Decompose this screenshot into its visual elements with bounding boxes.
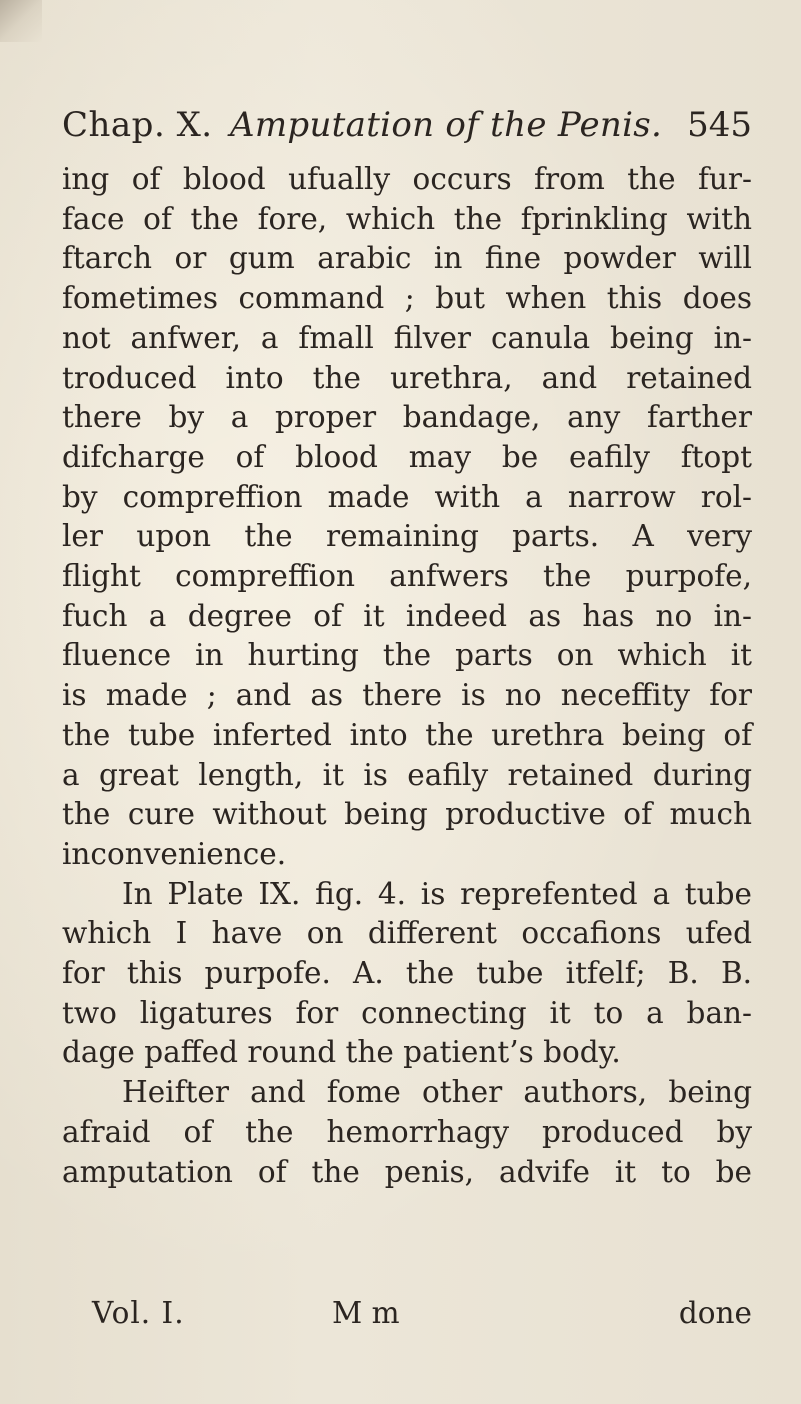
text-line: a great length, it is eafily retained during xyxy=(62,757,752,792)
page-corner-shadow xyxy=(0,0,42,42)
text-line: troduced into the urethra, and retained xyxy=(62,360,752,395)
text-line: Heifter and fome other authors, being xyxy=(122,1075,752,1110)
text-line: ing of blood ufually occurs from the fur- xyxy=(62,162,752,196)
text-line: the cure without being productive of much xyxy=(62,797,752,832)
chapter-label: Chap. X. xyxy=(62,105,213,145)
text-line: for this purpofe. A. the tube itfelf; B. B. xyxy=(62,956,752,991)
text-line: ftarch or gum arabic in fine powder will xyxy=(62,241,752,276)
text-line: fluence in hurting the parts on which it xyxy=(62,638,752,673)
text-line: face of the fore, which the fprinkling with xyxy=(62,201,752,236)
page-number: 545 xyxy=(687,105,752,145)
signature-mark: M m xyxy=(332,1296,400,1330)
text-line: amputation of the penis, advife it to be xyxy=(62,1154,752,1189)
volume-label: Vol. I. xyxy=(92,1296,185,1330)
text-line: dage paffed round the patient’s body. xyxy=(62,1035,621,1070)
text-line: two ligatures for connecting it to a ban- xyxy=(62,995,752,1030)
text-line: flight compreffion anfwers the purpofe, xyxy=(62,559,752,594)
text-line: which I have on different occafions ufed xyxy=(62,916,752,951)
text-line: difcharge of blood may be eafily ftopt xyxy=(62,439,752,474)
text-line: by compreffion made with a narrow rol- xyxy=(62,479,752,514)
running-title: Amputation of the Penis. xyxy=(230,105,663,145)
text-line: inconvenience. xyxy=(62,836,287,871)
catchword: done xyxy=(678,1296,752,1330)
text-line: the tube inferted into the urethra being of xyxy=(62,717,752,752)
running-header xyxy=(62,98,752,152)
text-line: fometimes command ; but when this does xyxy=(62,281,752,316)
text-line: there by a proper bandage, any farther xyxy=(62,400,752,435)
text-line: fuch a degree of it indeed as has no in- xyxy=(62,598,752,633)
text-line: ler upon the remaining parts. A very xyxy=(62,519,752,554)
text-line: is made ; and as there is no neceffity for xyxy=(62,678,752,713)
body-text xyxy=(62,160,752,1192)
page-footer xyxy=(62,1292,752,1334)
text-line: not anfwer, a fmall filver canula being in- xyxy=(62,320,752,355)
text-line: In Plate IX. fig. 4. is reprefented a tube xyxy=(122,876,752,911)
text-line: afraid of the hemorrhagy produced by xyxy=(62,1114,752,1149)
